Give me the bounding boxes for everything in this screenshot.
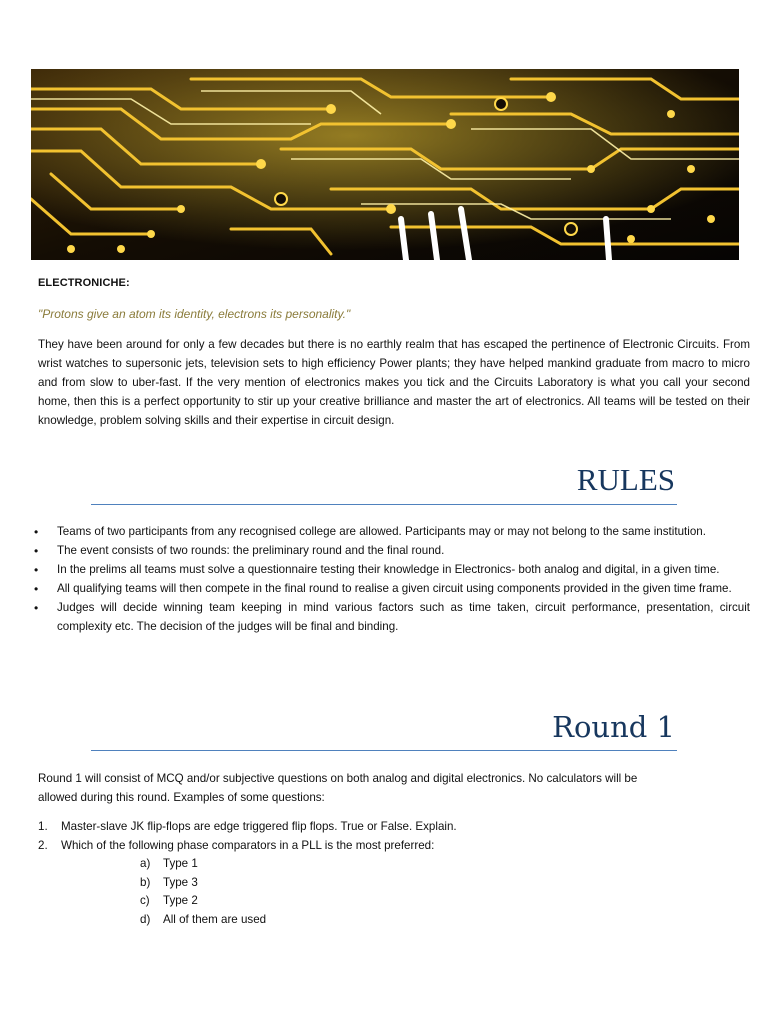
round1-description: Round 1 will consist of MCQ and/or subjective questions on both analog and digital electronics. No calculators will be allowed during this round. Examples of some questions: — [38, 772, 638, 804]
option-item — [140, 911, 768, 930]
question-item — [38, 818, 728, 837]
option-label: d) — [140, 912, 151, 926]
option-label: c) — [140, 894, 150, 908]
bullet-icon: • — [34, 601, 39, 616]
option-label: b) — [140, 875, 151, 889]
option-text: Type 1 — [163, 857, 198, 871]
list-item: • In the prelims all teams must solve a questionnaire testing their knowledge in Electronics- both analog and digital, in a given time. — [38, 561, 750, 580]
bullet-icon: • — [34, 525, 39, 539]
option-item — [140, 855, 768, 874]
list-item: • Teams of two participants from any recognised college are allowed. Participants may or may not belong to the same institution. — [38, 523, 750, 542]
question-text: Master-slave JK flip-flops are edge triggered flip flops. True or False. Explain. — [61, 820, 457, 833]
question-number: 2. — [38, 838, 48, 852]
rules-divider — [91, 504, 677, 505]
question-list — [38, 818, 728, 930]
question-number: 1. — [38, 820, 48, 833]
bullet-icon: • — [34, 544, 39, 559]
bullet-icon: • — [34, 582, 39, 597]
question-text: Which of the following phase comparators in a PLL is the most preferred: — [61, 838, 435, 852]
list-item: • Judges will decide winning team keeping in mind various factors such as time taken, circuit performance, presentation, circuit complexity etc. The decision of the judges will be final and binding. — [34, 601, 750, 633]
list-item: • The event consists of two rounds: the preliminary round and the final round. — [38, 542, 750, 561]
quote: "Protons give an atom its identity, electrons its personality." — [38, 307, 351, 321]
circuit-board-image — [31, 69, 739, 260]
bullet-icon: • — [34, 563, 39, 578]
rules-list — [34, 523, 750, 637]
section-title: ELECTRONICHE: — [38, 277, 130, 289]
rules-heading: RULES — [576, 462, 675, 497]
round1-heading: Round 1 — [552, 710, 675, 744]
round1-divider — [91, 750, 677, 751]
option-item — [140, 892, 768, 911]
option-label: a) — [140, 857, 151, 871]
question-item — [38, 837, 728, 930]
option-list — [140, 855, 768, 929]
option-text: Type 3 — [163, 875, 198, 889]
option-text: Type 2 — [163, 894, 198, 908]
list-item: • All qualifying teams will then compete in the final round to realise a given circuit using components provided in the given time frame. — [38, 580, 750, 599]
option-item — [140, 874, 768, 893]
circuit-board-banner — [31, 69, 739, 260]
option-text: All of them are used — [163, 912, 267, 926]
intro-paragraph: They have been around for only a few decades but there is no earthly realm that has escaped the pertinence of Electronic Circuits. From wrist watches to supersonic jets, television sets to high efficiency Power plants; they have helped mankind graduate from macro to micro and from slow to uber-fast. If the very mention of electronics makes you tick and the Circuits Laboratory is what you call your second home, then this is a perfect opportunity to stir up your creative brilliance and master the art of electronics. All teams will be tested on their knowledge, problem solving skills and their expertise in circuit design. — [38, 338, 750, 427]
